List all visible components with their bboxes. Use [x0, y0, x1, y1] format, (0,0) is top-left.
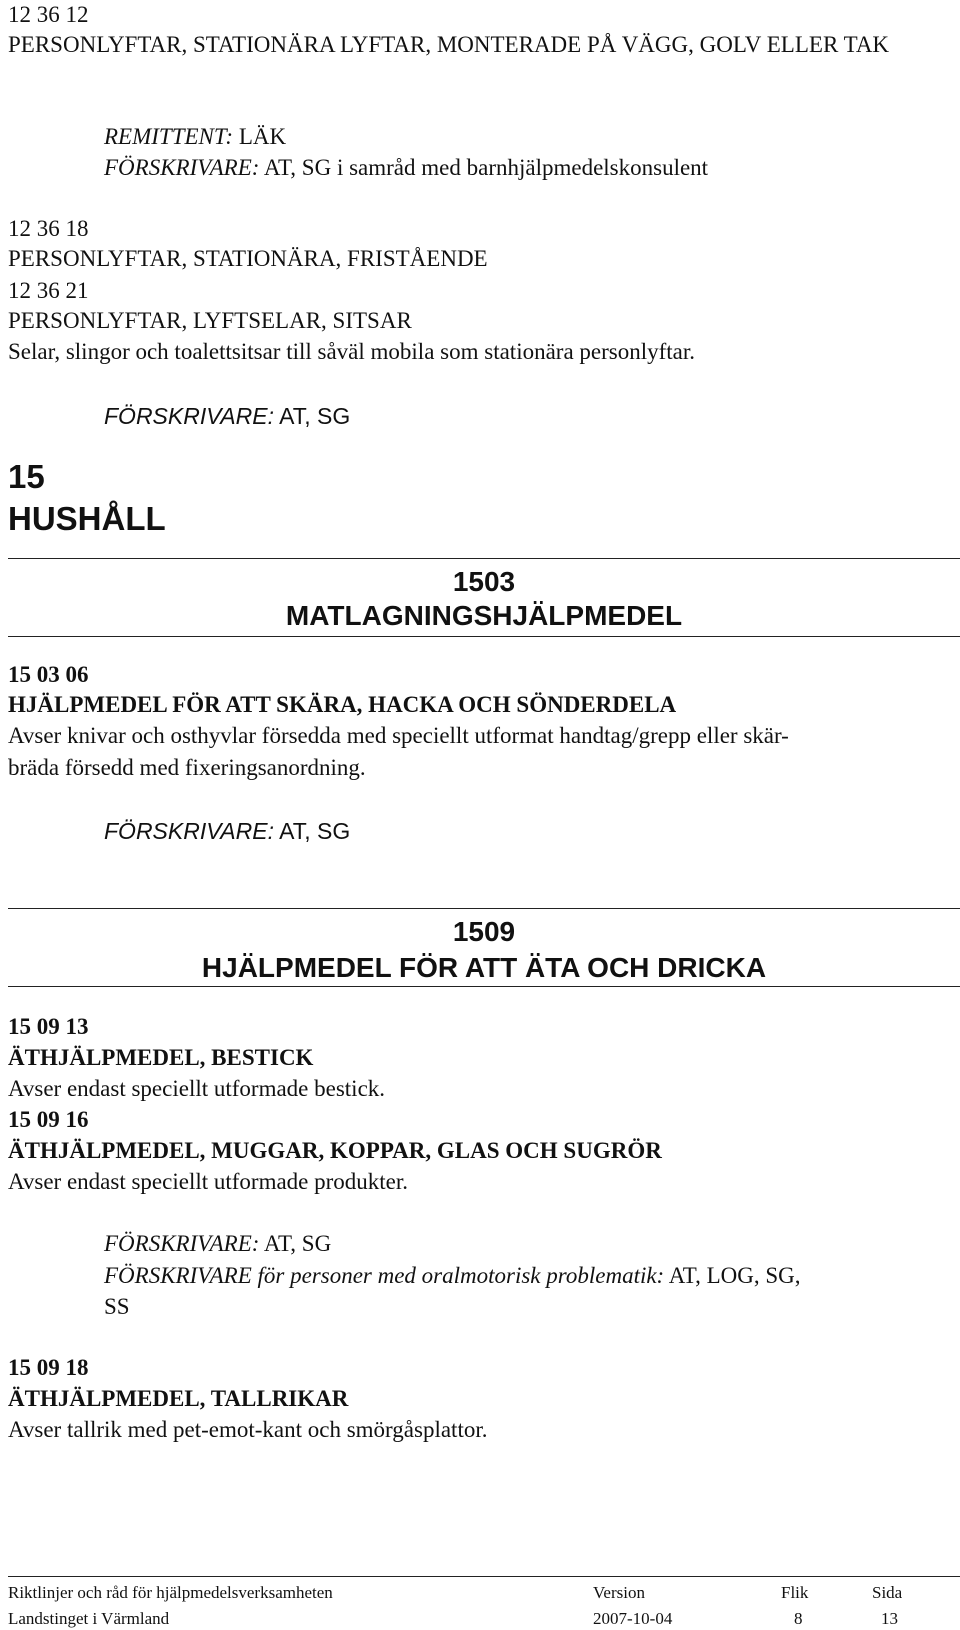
code-123612: 12 36 12 — [8, 2, 89, 27]
desc-150916: Avser endast speciellt utformade produkter. — [8, 1169, 409, 1194]
forskrivare-line-2 — [104, 401, 350, 431]
code-123621: 12 36 21 — [8, 278, 89, 303]
forskrivare-label: FÖRSKRIVARE: — [104, 1231, 260, 1256]
forskrivare-oral-label: FÖRSKRIVARE för personer med oralmotorisk problematik: — [104, 1263, 665, 1288]
title-123621: PERSONLYFTAR, LYFTSELAR, SITSAR — [8, 308, 412, 333]
code-150916: 15 09 16 — [8, 1107, 89, 1132]
title-150306: HJÄLPMEDEL FÖR ATT SKÄRA, HACKA OCH SÖNDERDELA — [8, 692, 677, 717]
section-divider-1509-bottom — [8, 986, 960, 987]
section-number-1509: 1509 — [452, 916, 516, 947]
footer-rule — [8, 1576, 960, 1577]
section-divider-1503-bottom — [8, 636, 960, 637]
section-divider-1509 — [8, 908, 960, 909]
remittent-value: LÄK — [233, 124, 287, 149]
chapter-title: HUSHÅLL — [8, 500, 166, 537]
section-title-1509: HJÄLPMEDEL FÖR ATT ÄTA OCH DRICKA — [201, 952, 767, 983]
forskrivare-label: FÖRSKRIVARE: — [104, 818, 274, 844]
desc-150306-line1: Avser knivar och osthyvlar försedda med speciellt utformat handtag/grepp eller skär- — [8, 723, 789, 748]
forskrivare-label: FÖRSKRIVARE: — [104, 155, 260, 180]
title-123612: PERSONLYFTAR, STATIONÄRA LYFTAR, MONTERADE PÅ VÄGG, GOLV ELLER TAK — [8, 32, 890, 57]
forskrivare-value: AT, SG — [273, 403, 351, 429]
code-123618: 12 36 18 — [8, 216, 89, 241]
footer-version-value: 2007-10-04 — [593, 1609, 673, 1628]
forskrivare-value: AT, SG i samråd med barnhjälpmedelskonsulent — [259, 155, 709, 180]
footer-org: Landstinget i Värmland — [8, 1609, 170, 1628]
forskrivare-value: AT, SG — [259, 1231, 332, 1256]
forskrivare-oral-value-2: SS — [104, 1294, 130, 1319]
footer-sida-value: 13 — [881, 1609, 898, 1628]
footer-flik-label: Flik — [781, 1583, 809, 1602]
footer-version-label: Version — [593, 1583, 645, 1602]
forskrivare-line-1 — [104, 153, 708, 183]
forskrivare-value: AT, SG — [273, 818, 351, 844]
forskrivare-line-1509 — [104, 1229, 331, 1259]
desc-123621: Selar, slingor och toalettsitsar till såväl mobila som stationära personlyftar. — [8, 339, 696, 364]
desc-150306-line2: bräda försedd med fixeringsanordning. — [8, 755, 366, 780]
forskrivare-label: FÖRSKRIVARE: — [104, 403, 274, 429]
title-150913: ÄTHJÄLPMEDEL, BESTICK — [8, 1045, 314, 1070]
remittent-label: REMITTENT: — [104, 124, 234, 149]
remittent-line — [104, 122, 286, 152]
code-150306: 15 03 06 — [8, 662, 89, 687]
footer-sida-label: Sida — [872, 1583, 903, 1602]
code-150913: 15 09 13 — [8, 1014, 89, 1039]
forskrivare-oral-value: AT, LOG, SG, — [664, 1263, 801, 1288]
title-150916: ÄTHJÄLPMEDEL, MUGGAR, KOPPAR, GLAS OCH SUGRÖR — [8, 1138, 662, 1163]
chapter-number: 15 — [8, 458, 45, 495]
section-number-1503: 1503 — [452, 566, 516, 597]
section-title-1503: MATLAGNINGSHJÄLPMEDEL — [285, 600, 683, 631]
desc-150918: Avser tallrik med pet-emot-kant och smörgåsplattor. — [8, 1417, 488, 1442]
code-150918: 15 09 18 — [8, 1355, 89, 1380]
desc-150913: Avser endast speciellt utformade bestick. — [8, 1076, 386, 1101]
footer-doc-title: Riktlinjer och råd för hjälpmedelsverksamheten — [8, 1583, 333, 1602]
forskrivare-line-1503 — [104, 816, 350, 846]
footer-flik-value: 8 — [794, 1609, 803, 1628]
forskrivare-oral-line — [104, 1261, 801, 1291]
title-150918: ÄTHJÄLPMEDEL, TALLRIKAR — [8, 1386, 349, 1411]
title-123618: PERSONLYFTAR, STATIONÄRA, FRISTÅENDE — [8, 246, 488, 271]
section-divider-1503 — [8, 558, 960, 559]
